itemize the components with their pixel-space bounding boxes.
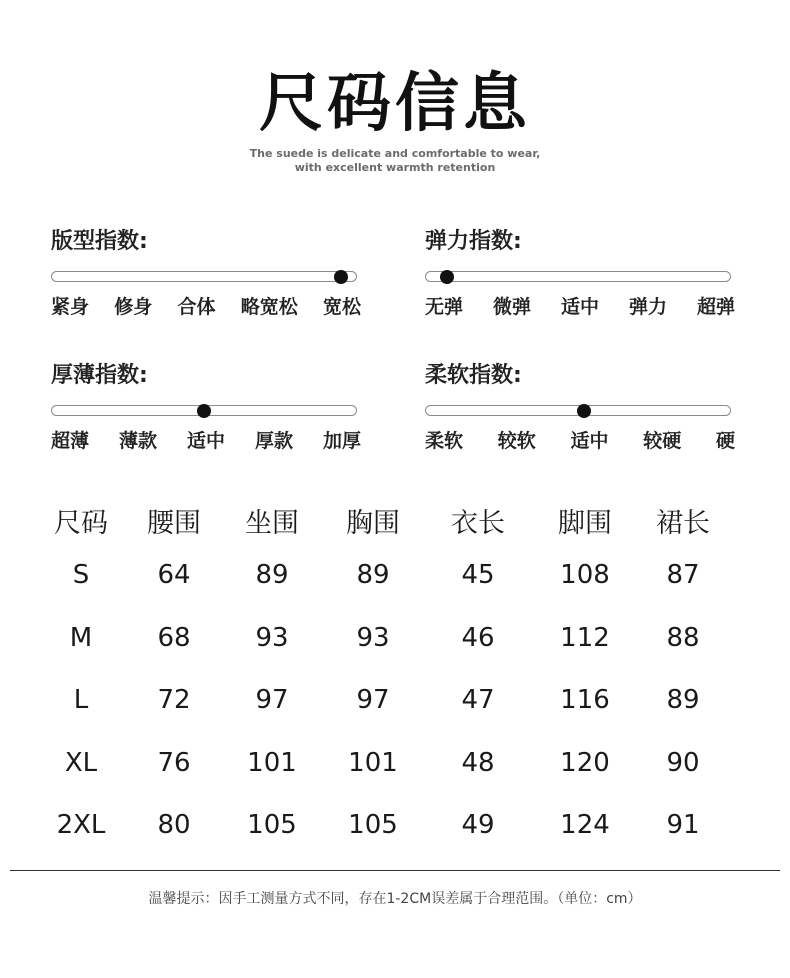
- softness-label-1: 柔软: [425, 430, 464, 452]
- elasticity-label-2: 微弹: [492, 296, 531, 318]
- table-cell: 68: [157, 622, 191, 653]
- elasticity-label-3: 适中: [560, 296, 599, 318]
- fit-index-knob: [334, 270, 348, 284]
- subtitle: [0, 147, 790, 175]
- softness-index: [425, 361, 735, 453]
- table-cell: 97: [255, 685, 289, 716]
- header-hip: 坐围: [245, 507, 299, 539]
- table-cell: 88: [666, 622, 700, 653]
- table-cell: 108: [560, 560, 610, 591]
- thickness-label-2: 薄款: [118, 430, 157, 452]
- elasticity-label-5: 超弹: [696, 296, 735, 318]
- fit-index-labels: [51, 292, 361, 319]
- table-cell: S: [72, 560, 90, 591]
- thickness-index-track: [51, 405, 357, 416]
- subtitle-line-1: The suede is delicate and comfortable to wear,: [249, 147, 541, 160]
- elasticity-index-knob: [440, 270, 454, 284]
- table-cell: 72: [157, 685, 191, 716]
- table-cell: 90: [666, 747, 700, 778]
- header-waist: 腰围: [147, 507, 201, 539]
- thickness-index-labels: [51, 426, 361, 453]
- table-cell: 2XL: [56, 810, 106, 841]
- thickness-label-5: 加厚: [322, 430, 361, 452]
- fit-label-1: 紧身: [51, 296, 90, 318]
- header-chest: 胸围: [346, 507, 400, 539]
- table-cell: 105: [247, 810, 297, 841]
- table-cell: 46: [461, 622, 495, 653]
- table-row: [30, 732, 740, 795]
- table-cell: 89: [255, 560, 289, 591]
- divider: [10, 870, 780, 871]
- thickness-label-3: 适中: [186, 430, 225, 452]
- table-cell: L: [73, 685, 89, 716]
- measurement-note: 温馨提示：因手工测量方式不同，存在1-2CM误差属于合理范围。（单位：cm）: [148, 891, 642, 907]
- table-cell: 48: [461, 747, 495, 778]
- table-cell: 91: [666, 810, 700, 841]
- table-cell: 124: [560, 810, 610, 841]
- table-cell: 89: [356, 560, 390, 591]
- fit-label-5: 宽松: [322, 296, 361, 318]
- fit-label-3: 合体: [177, 296, 216, 318]
- table-cell: 80: [157, 810, 191, 841]
- table-header-row: [30, 496, 740, 544]
- table-cell: 87: [666, 560, 700, 591]
- elasticity-label-1: 无弹: [425, 296, 464, 318]
- table-cell: 112: [560, 622, 610, 653]
- softness-label-4: 较硬: [643, 430, 682, 452]
- fit-index: [51, 227, 361, 319]
- elasticity-index-title: 弹力指数:: [425, 229, 522, 254]
- table-cell: 97: [356, 685, 390, 716]
- fit-index-track: [51, 271, 357, 282]
- header-length: 衣长: [451, 507, 505, 539]
- softness-label-5: 硬: [715, 430, 735, 452]
- table-row: [30, 794, 740, 857]
- header-skirt-length: 裙长: [656, 507, 710, 539]
- fit-index-title: 版型指数:: [51, 229, 148, 254]
- header-hem: 脚围: [558, 507, 612, 539]
- table-cell: 116: [560, 685, 610, 716]
- thickness-label-1: 超薄: [51, 430, 90, 452]
- table-cell: 101: [247, 747, 297, 778]
- fit-label-2: 修身: [114, 296, 153, 318]
- elasticity-index-track: [425, 271, 731, 282]
- table-cell: 76: [157, 747, 191, 778]
- thickness-index: [51, 361, 361, 453]
- table-cell: 64: [157, 560, 191, 591]
- thickness-index-title: 厚薄指数:: [51, 363, 148, 388]
- elasticity-index-labels: [425, 292, 735, 319]
- table-cell: 120: [560, 747, 610, 778]
- softness-index-track: [425, 405, 731, 416]
- subtitle-line-2: with excellent warmth retention: [294, 161, 496, 174]
- table-cell: 105: [348, 810, 398, 841]
- softness-label-3: 适中: [570, 430, 609, 452]
- table-cell: XL: [64, 747, 98, 778]
- fit-label-4: 略宽松: [240, 296, 298, 318]
- softness-index-knob: [577, 404, 591, 418]
- table-cell: 89: [666, 685, 700, 716]
- elasticity-label-4: 弹力: [628, 296, 667, 318]
- table-cell: 101: [348, 747, 398, 778]
- softness-index-labels: [425, 426, 735, 453]
- header-size: 尺码: [54, 507, 108, 539]
- table-cell: 93: [356, 622, 390, 653]
- table-cell: 47: [461, 685, 495, 716]
- table-cell: 49: [461, 810, 495, 841]
- table-row: [30, 607, 740, 670]
- size-table: [30, 496, 740, 857]
- table-row: [30, 544, 740, 607]
- table-cell: M: [69, 622, 93, 653]
- table-cell: 45: [461, 560, 495, 591]
- elasticity-index: [425, 227, 735, 319]
- softness-label-2: 较软: [497, 430, 536, 452]
- thickness-label-4: 厚款: [254, 430, 293, 452]
- thickness-index-knob: [197, 404, 211, 418]
- table-row: [30, 669, 740, 732]
- table-cell: 93: [255, 622, 289, 653]
- page-title: 尺码信息: [259, 67, 531, 141]
- softness-index-title: 柔软指数:: [425, 363, 522, 388]
